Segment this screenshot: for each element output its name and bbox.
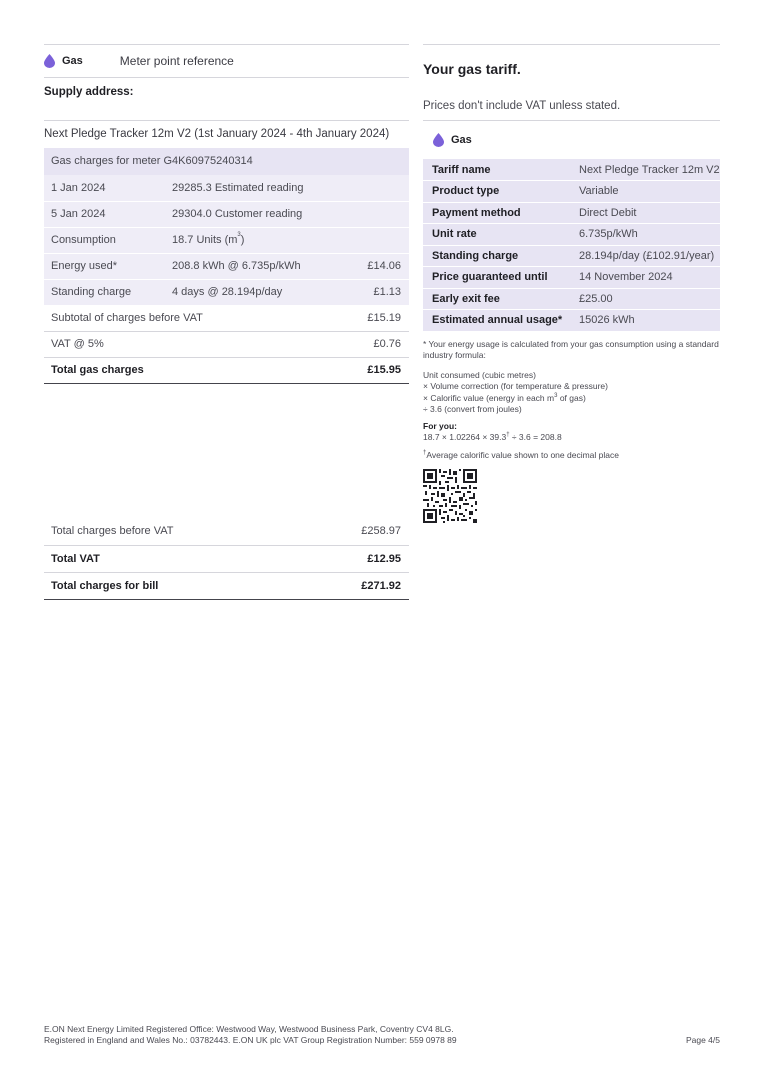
table-row: [44, 253, 409, 279]
total-vat-amount: £12.95: [311, 545, 409, 572]
dagger-note: [423, 450, 720, 462]
tariff-value: 6.735p/kWh: [579, 224, 720, 246]
consumption-close: ): [240, 234, 245, 246]
tariff-value: 14 November 2024: [579, 267, 720, 289]
tariff-key: Estimated annual usage*: [423, 310, 579, 332]
table-row: [423, 202, 720, 224]
tariff-value: Direct Debit: [579, 202, 720, 224]
total-gas-label: Total gas charges: [44, 357, 352, 383]
footer-line: E.ON Next Energy Limited Registered Office: Westwood Way, Westwood Business Park, Coventry CV4 8LG.: [44, 1024, 454, 1034]
tariff-table: [423, 159, 720, 332]
gas-tariff-section: [423, 44, 720, 526]
dagger-note-text: Average calorific value shown to one decimal place: [426, 449, 619, 460]
meter-point-reference-label: Meter point reference: [119, 54, 234, 68]
tariff-value: 28.194p/day (£102.91/year): [579, 245, 720, 267]
row-detail: 4 days @ 28.194p/day: [172, 279, 352, 305]
table-row: [44, 175, 409, 201]
formula-text: of gas): [557, 392, 586, 403]
tariff-key: Price guaranteed until: [423, 267, 579, 289]
row-amount: £1.13: [352, 279, 409, 305]
table-row: [423, 224, 720, 246]
vat-row: [44, 331, 409, 357]
tariff-value: £25.00: [579, 288, 720, 310]
vat-note: Prices don't include VAT unless stated.: [423, 100, 621, 112]
total-vat-label: Total VAT: [44, 545, 311, 572]
row-detail: [172, 227, 352, 253]
dagger: †: [506, 432, 510, 438]
gas-label: Gas: [451, 134, 472, 146]
row-amount: [352, 201, 409, 227]
gas-label: Gas: [62, 55, 83, 67]
table-row: [423, 310, 720, 332]
table-row: [423, 267, 720, 289]
subtotal-label: Subtotal of charges before VAT: [44, 305, 352, 331]
total-bill-row: [44, 572, 409, 599]
tariff-value: 15026 kWh: [579, 310, 720, 332]
formula: [423, 370, 720, 416]
calc-text: 18.7 × 1.02264 × 39.3: [423, 432, 507, 442]
formula-text: × Calorific value (energy in each m: [423, 392, 555, 403]
subtotal-amount: £15.19: [352, 305, 409, 331]
tariff-key: Payment method: [423, 202, 579, 224]
row-amount: [352, 227, 409, 253]
supply-address-label: Supply address:: [44, 86, 134, 98]
total-gas-amount: £15.95: [352, 357, 409, 383]
tariff-key: Unit rate: [423, 224, 579, 246]
tariff-key: Tariff name: [423, 159, 579, 181]
tariff-period-line: Next Pledge Tracker 12m V2 (1st January 2024 - 4th January 2024): [44, 128, 390, 140]
meter-banner: Gas charges for meter G4K60975240314: [44, 148, 409, 175]
table-row: [44, 227, 409, 253]
table-row: [44, 201, 409, 227]
subtotal-row: [44, 305, 409, 331]
tariff-title: Your gas tariff.: [423, 61, 521, 77]
tariff-value: Next Pledge Tracker 12m V2: [579, 159, 720, 181]
gas-drop-icon: [44, 54, 55, 68]
row-detail: 29304.0 Customer reading: [172, 201, 352, 227]
total-before-vat-label: Total charges before VAT: [44, 518, 311, 545]
gas-drop-icon: [433, 133, 444, 147]
superscript: 3: [554, 392, 558, 399]
row-detail: 29285.3 Estimated reading: [172, 175, 352, 201]
row-amount: £14.06: [352, 253, 409, 279]
table-row: [423, 288, 720, 310]
footer-line: Registered in England and Wales No.: 03782443. E.ON UK plc VAT Group Registration Number: 559 0978 89: [44, 1035, 457, 1045]
row-label: 5 Jan 2024: [44, 201, 172, 227]
row-label: Energy used*: [44, 253, 172, 279]
formula-line: × Volume correction (for temperature & pressure): [423, 381, 608, 391]
gas-charges-section: [44, 44, 409, 384]
consumption-value: 18.7 Units (m: [172, 234, 238, 246]
table-row: [423, 245, 720, 267]
table-row: [423, 159, 720, 181]
formula-line: [423, 393, 720, 405]
tariff-value: Variable: [579, 181, 720, 203]
divider: [423, 44, 720, 45]
total-bill-label: Total charges for bill: [44, 572, 311, 599]
table-row: [423, 181, 720, 203]
formula-line: Unit consumed (cubic metres): [423, 369, 536, 380]
footer: [44, 1024, 720, 1046]
for-you-title: For you:: [423, 420, 457, 431]
total-before-vat-row: [44, 518, 409, 545]
tariff-key: Early exit fee: [423, 288, 579, 310]
total-before-vat-amount: £258.97: [311, 518, 409, 545]
row-amount: [352, 175, 409, 201]
page-number: Page 4/5: [685, 1035, 720, 1045]
vat-label: VAT @ 5%: [44, 331, 352, 357]
tariff-key: Product type: [423, 181, 579, 203]
row-label: 1 Jan 2024: [44, 175, 172, 201]
gas-header: [423, 121, 720, 159]
total-bill-amount: £271.92: [311, 572, 409, 599]
for-you-calc: [423, 432, 720, 444]
usage-note: * Your energy usage is calculated from your gas consumption using a standard industry formula:: [423, 338, 719, 360]
bill-totals: [44, 518, 409, 600]
formula-line: ÷ 3.6 (convert from joules): [423, 404, 522, 414]
table-row: [44, 279, 409, 305]
row-label: Standing charge: [44, 279, 172, 305]
row-label: Consumption: [44, 227, 172, 253]
tariff-key: Standing charge: [423, 245, 579, 267]
vat-amount: £0.76: [352, 331, 409, 357]
total-vat-row: [44, 545, 409, 572]
row-detail: 208.8 kWh @ 6.735p/kWh: [172, 253, 352, 279]
dagger: †: [423, 449, 427, 456]
gas-header: [44, 45, 409, 77]
total-gas-row: [44, 357, 409, 383]
charges-table: [44, 175, 409, 384]
qr-code: [423, 469, 477, 523]
calc-text: ÷ 3.6 = 208.8: [509, 432, 562, 442]
superscript: 3: [237, 232, 241, 238]
